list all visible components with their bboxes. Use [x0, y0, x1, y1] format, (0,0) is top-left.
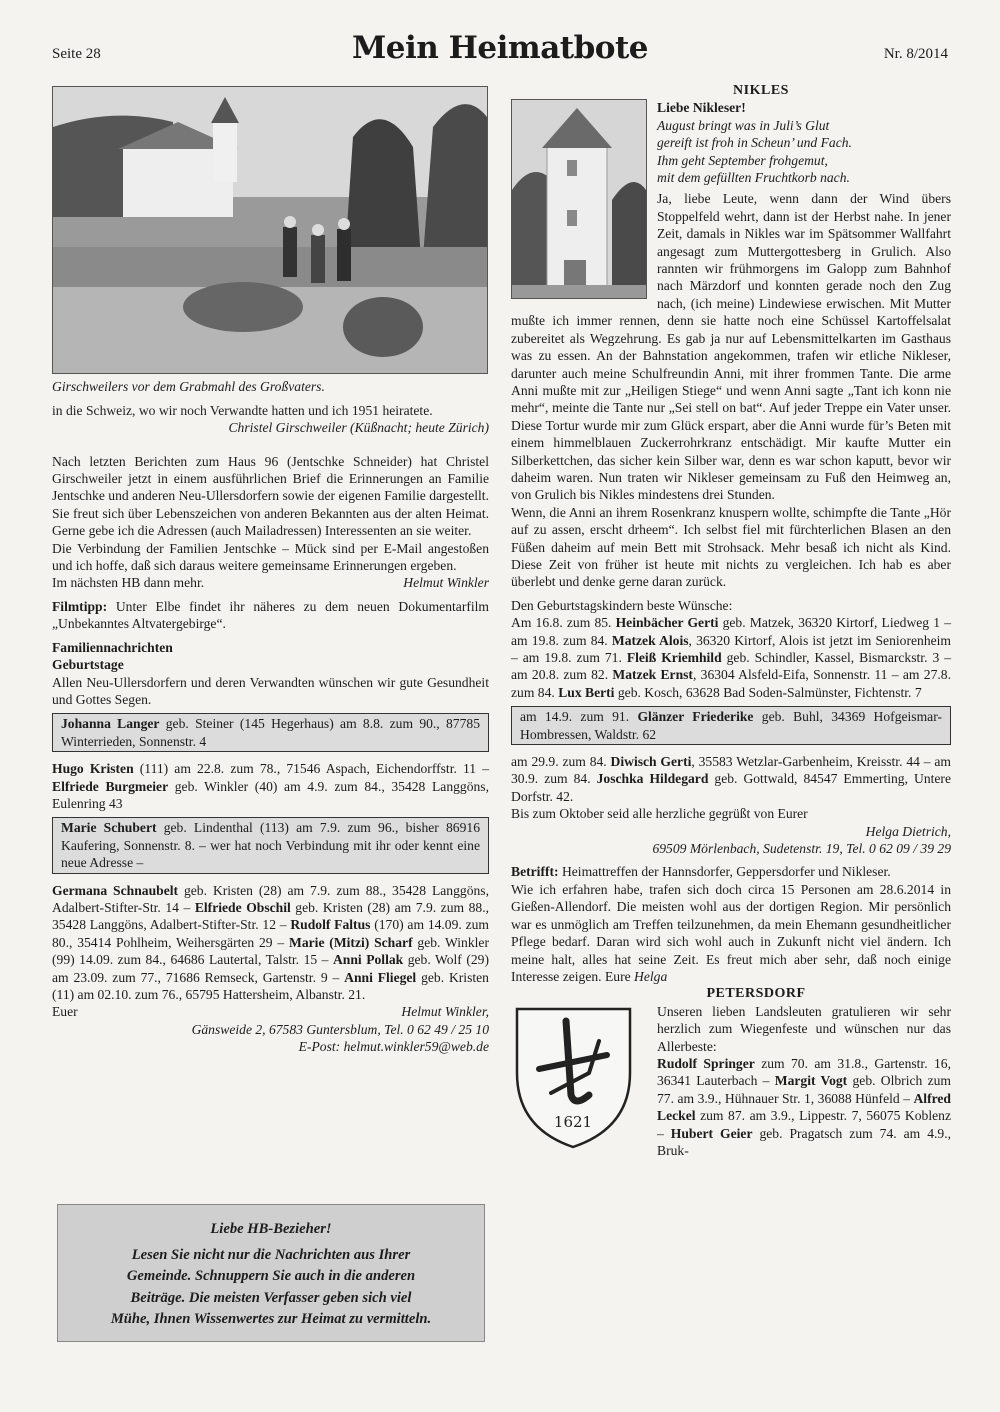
author-email: E-Post: helmut.winkler59@web.de: [298, 1039, 489, 1055]
photo-caption: Girschweilers vor dem Grabmahl des Großvaters.: [52, 379, 325, 395]
author-signature: Helga Dietrich,: [865, 823, 951, 839]
birthday-entry: [657, 1055, 951, 1159]
story-paragraph: Ja, liebe Leute, wenn dann der Wind übers Stoppelfeld wehrt, dann ist der Herbst nahe. In jener Zeit, damals in Nikles war im Spätsommer Wallfahrt angesagt zum Muttergottesberg in Grulich. Also rannten wir frühmorgens im Galopp zum Bahnhof nach Märzdorf und konnten gerade noch den Zug nach, (ich meine) Lindewiese erwischen. Mit Mutter mußte ich immer rennen, denn sie hatte noch eine Schüssel Kartoffelsalat zubereitet als Wegzehrung. Es gab ja nur auf Lebensmittelkarten im Gasthaus was zu essen. An der Bahnstation angekommen, trafen wir etliche Nikleser, darunter auch meine Schulfreundin Anni, mit ihrer frommen Tante. Die arme Anni mußte mit zur „Heiligen Stiege“ und wenn Anni sagte „Tant ich konn nie mehr“, meinte die Tante nur „Sei stell on bat“. Auf jeder Treppe ein Vater unser. Diese Tortur wurde mir zum Glück erspart, aber die Anni wurde für’s Beten mit einem himmelblauen Zuckerrohrkranz entschädigt. Mir kaufte Mutter ein Silberkettchen, das sicher kein Silber war, denn es war schon kaputt, bevor wir daheim waren. Nun traten wir Nikleser gemeinsam zu Fuß den Heimweg an, von Grulich bis Nikles mindestens drei Stunden.: [511, 191, 951, 503]
filmtipp-label: Filmtipp:: [52, 598, 108, 614]
birthday-intro: Den Geburtstagskindern beste Wünsche:: [511, 597, 733, 613]
issue-number: Nr. 8/2014: [883, 46, 948, 62]
highlight-box-schubert: [52, 817, 489, 873]
entry-text: geb. Matzek, 36320 Kirtorf, Liedweg 1 – am 19.8. zum 84.: [511, 615, 951, 648]
entry-text: am 14.9. zum 91.: [520, 709, 638, 725]
person-details: geb. Kristen (11) am 02.10. zum 76., 65795 Hattersheim, Albanstr. 21.: [52, 969, 489, 1002]
person-details: geb. Steiner (145 Hegerhaus) am 8.8. zum 90., 87785 Winterrieden, Sonnenstr. 4: [61, 716, 480, 749]
betrifft-body: [511, 881, 951, 985]
person-name: Anni Fliegel: [344, 969, 417, 985]
closing-greeting: Bis zum Oktober seid alle herzliche gegrüßt von Eurer: [511, 806, 808, 822]
author-signature: Helmut Winkler,: [401, 1004, 489, 1020]
person-details: geb. Kristen (28) am 7.9. zum 88., 35428 Langgöns, Adalbert-Stifter-Str. 14 –: [52, 882, 489, 915]
closing-line: [52, 1003, 489, 1020]
entry-text: zum 70. am 31.8., Gartenstr. 16, 36341 Lauterbach –: [657, 1055, 951, 1089]
notice-heading: Liebe HB-Bezieher!: [210, 1221, 332, 1237]
birthday-entry: [52, 760, 489, 812]
person-details: geb. Winkler (99) 14.09. zum 84., 64686 Lautertal, Talstr. 15 –: [52, 934, 489, 968]
right-column: [511, 82, 951, 1159]
person-name: Germana Schnaubelt: [52, 882, 179, 898]
poem-line: mit dem gefüllten Fruchtkorb nach.: [657, 170, 850, 186]
betrifft-subject: Heimattreffen der Hannsdorfer, Geppersdorfer und Nikleser.: [558, 864, 891, 880]
person-name: Matzek Alois: [611, 632, 689, 648]
birthdays-heading: Geburtstage: [52, 657, 124, 673]
next-issue-text: Im nächsten HB dann mehr.: [52, 575, 205, 591]
left-column: [52, 86, 489, 1056]
poem-line: gereift ist froh in Scheun’ und Fach.: [657, 135, 852, 151]
page-number: Seite 28: [52, 46, 101, 62]
person-name: Elfriede Burgmeier: [52, 778, 169, 794]
crest-year: 1621: [553, 1112, 593, 1131]
person-name: Johanna Langer: [61, 716, 160, 732]
person-name: Rudolf Springer: [657, 1055, 755, 1071]
entry-text: Am 16.8. zum 85.: [511, 615, 616, 631]
entry-text: am 29.9. zum 84.: [511, 754, 611, 770]
entry-text: geb. Schindler, Kassel, Bismarckstr. 3 – am 20.8. zum 82.: [511, 650, 951, 683]
person-name: Hubert Geier: [670, 1125, 753, 1141]
closing-word: Euer: [52, 1004, 78, 1020]
entry-text: , 36304 Alsfeld-Eifa, Sonnenstr. 11 – am 27.8. zum 84.: [511, 667, 951, 700]
betrifft-text: Wie ich erfahren habe, trafen sich doch circa 15 Personen am 28.6.2014 in Gießen-Allendorf. Die meisten wohl aus der dortigen Region. Mir persönlich war es unmöglich am Treffen teilzunehmen, da mein Ehemann gesundheitlicher Pflege bedarf. Daran wird sich wohl auch in Zukunft nicht viel ändern. Ich meine halt, alles hat seine Zeit. Es freut mich aber sehr, daß noch einige Interesse zeigen. Eure: [511, 881, 951, 984]
person-name: Elfriede Obschil: [194, 899, 291, 915]
betrifft-line: [511, 863, 951, 880]
person-name: Anni Pollak: [332, 952, 404, 968]
betrifft-label: Betrifft:: [511, 864, 559, 880]
entry-text: geb. Gottwald, 84547 Emmerting, Untere Dorfstr. 42.: [511, 771, 951, 804]
letter-end: in die Schweiz, wo wir noch Verwandte hatten und ich 1951 heiratete.: [52, 402, 433, 418]
next-issue-line: [52, 574, 489, 591]
betrifft-signature: Helga: [634, 968, 668, 984]
person-name: Alfred Leckel: [657, 1090, 951, 1124]
entry-text: geb. Kosch, 63628 Bad Soden-Salmünster, Fichtenstr. 7: [614, 684, 922, 700]
person-name: Hugo Kristen: [52, 761, 134, 777]
connection-paragraph: Die Verbindung der Familien Jentschke – Mück sind per E-Mail angestoßen und ich hoffe, daß sich daraus weitere gemeinsame Erinnerungen ergeben.: [52, 540, 489, 574]
section-title-petersdorf: PETERSDORF: [706, 986, 806, 1002]
person-name: Lux Berti: [558, 684, 615, 700]
person-name: Fleiß Kriemhild: [626, 650, 722, 665]
highlight-box-glaenzer: [511, 706, 951, 745]
person-name: Heinbächer Gerti: [615, 615, 719, 631]
entry-text: geb. Buhl, 34369 Hofgeismar-Hombressen, Waldstr. 62: [520, 709, 942, 742]
author-address: 69509 Mörlenbach, Sudetenstr. 19, Tel. 0 62 09 / 39 29: [652, 841, 951, 857]
poem-line: Ihm geht September frohgemut,: [657, 152, 828, 168]
entry-text: zum 87. am 3.9., Lippestr. 7, 56075 Koblenz –: [657, 1108, 951, 1141]
person-details: geb. Kristen (28) am 7.9. zum 88., 35428 Langgöns, Adalbert-Stifter-Str. 12 –: [52, 899, 490, 933]
cemetery-photo: [52, 86, 488, 374]
story-paragraph: Wenn, die Anni an ihrem Rosenkranz knuspern wollte, schimpfte die Tante „Hör auf zu assen, erscht drheem“. Ich selbst fiel mit fürchterlichen Blasen an den Füßen daheim auf mein Bett mit Strohsack. Mehr besaß ich nicht als Kind. Diese Zeit von früher ist heute mit nichts zu vergleichen. Ich hab es aber überlebt und denke gerne daran zurück.: [511, 504, 951, 590]
letter-signature: Christel Girschweiler (Küßnacht; heute Zürich): [228, 420, 489, 436]
notice-line: Lesen Sie nicht nur die Nachrichten aus Ihrer: [131, 1246, 411, 1263]
highlight-box-langer: [52, 713, 489, 752]
filmtipp: [52, 598, 489, 633]
filmtipp-text: Unter Elbe findet ihr näheres zu dem neuen Dokumentarfilm „Unbekanntes Altvatergebirge“.: [52, 598, 489, 632]
birthday-entry: [511, 753, 951, 805]
person-name: Marie Schubert: [61, 820, 157, 836]
author-signature: Helmut Winkler: [403, 575, 489, 591]
person-details: (111) am 22.8. zum 78., 71546 Aspach, Eichendorffstr. 11 –: [133, 761, 489, 777]
entry-text: geb. Pragatsch zum 74. am 4.9., Bruk-: [657, 1125, 952, 1158]
person-name: Rudolf Faltus: [290, 917, 371, 933]
birthday-wishes: Allen Neu-Ullersdorfern und deren Verwandten wünschen wir gute Gesundheit und Gottes Segen.: [52, 674, 489, 707]
section-title-nikles: NIKLES: [733, 83, 789, 98]
person-name: Glänzer Friederike: [637, 709, 754, 725]
petersdorf-crest-icon: [511, 1003, 636, 1151]
person-name: Joschka Hildegard: [596, 771, 709, 787]
petersdorf-intro: Unseren lieben Landsleuten gratulieren wir sehr herzlich zum Wiegenfeste und wünschen nur das Allerbeste:: [657, 1003, 951, 1054]
birthday-entry: [52, 882, 489, 1004]
person-details: geb. Winkler (40) am 4.9. zum 84., 35428 Langgöns, Eulenring 43: [52, 778, 489, 811]
greeting: Liebe Nikleser!: [657, 100, 746, 116]
reader-notice-box: [57, 1204, 485, 1342]
masthead-title: Mein Heimatbote: [351, 30, 649, 66]
person-name: Diwisch Gerti: [610, 754, 692, 770]
family-news-heading: Familiennachrichten: [52, 639, 173, 655]
person-details: geb. Lindenthal (113) am 7.9. zum 96., bisher 86916 Kaufering, Sonnenstr. 8. – wer hat noch Verbindung mit ihr oder kennt eine neue Adresse –: [61, 820, 480, 871]
entry-text: , 35583 Wetzlar-Garbenheim, Kreisstr. 44 – am 30.9. zum 84.: [511, 754, 951, 787]
birthday-entry: [511, 614, 951, 701]
entry-text: geb. Olbrich zum 77. am 3.9., Hühnauer Str. 1, 36088 Hünfeld –: [657, 1073, 951, 1106]
notice-line: Beiträge. Die meisten Verfasser geben sich viel: [130, 1289, 412, 1306]
petersdorf-text: [657, 1003, 951, 1160]
person-name: Marie (Mitzi) Scharf: [289, 934, 413, 950]
author-address: Gänsweide 2, 67583 Guntersblum, Tel. 0 62 49 / 25 10: [191, 1021, 489, 1037]
notice-line: Mühe, Ihnen Wissenwertes zur Heimat zu vermitteln.: [110, 1311, 432, 1327]
person-details: geb. Wolf (29) am 23.09. zum 77., 71686 Remseck, Gartenstr. 9 –: [52, 952, 489, 985]
poem-line: August bringt was in Juli’s Glut: [657, 117, 830, 133]
church-photo: [511, 99, 647, 299]
person-name: Matzek Ernst: [612, 667, 693, 683]
person-details: (170) am 14.09. zum 80., 35414 Pohlheim, Weihersgärten 29 –: [52, 917, 489, 950]
report-paragraph: Nach letzten Berichten zum Haus 96 (Jentschke Schneider) hat Christel Girschweiler jetzt in einem ausführlichen Brief die Erinnerungen an Familie Jentschke und anderen Neu-Ullersdorfern sowie der eigenen Familie dargestellt. Sie freut sich über Lebenszeichen von anderen Bekannten aus der alten Heimat. Gerne gebe ich die Adressen (auch Mailadressen) Interessenten an sie weiter.: [52, 453, 489, 539]
entry-text: , 36320 Kirtorf, Alois ist jetzt im Seniorenheim – am 19.8. zum 71.: [511, 632, 951, 665]
person-name: Margit Vogt: [774, 1073, 848, 1089]
notice-line: Gemeinde. Schnuppern Sie auch in die anderen: [126, 1268, 416, 1284]
